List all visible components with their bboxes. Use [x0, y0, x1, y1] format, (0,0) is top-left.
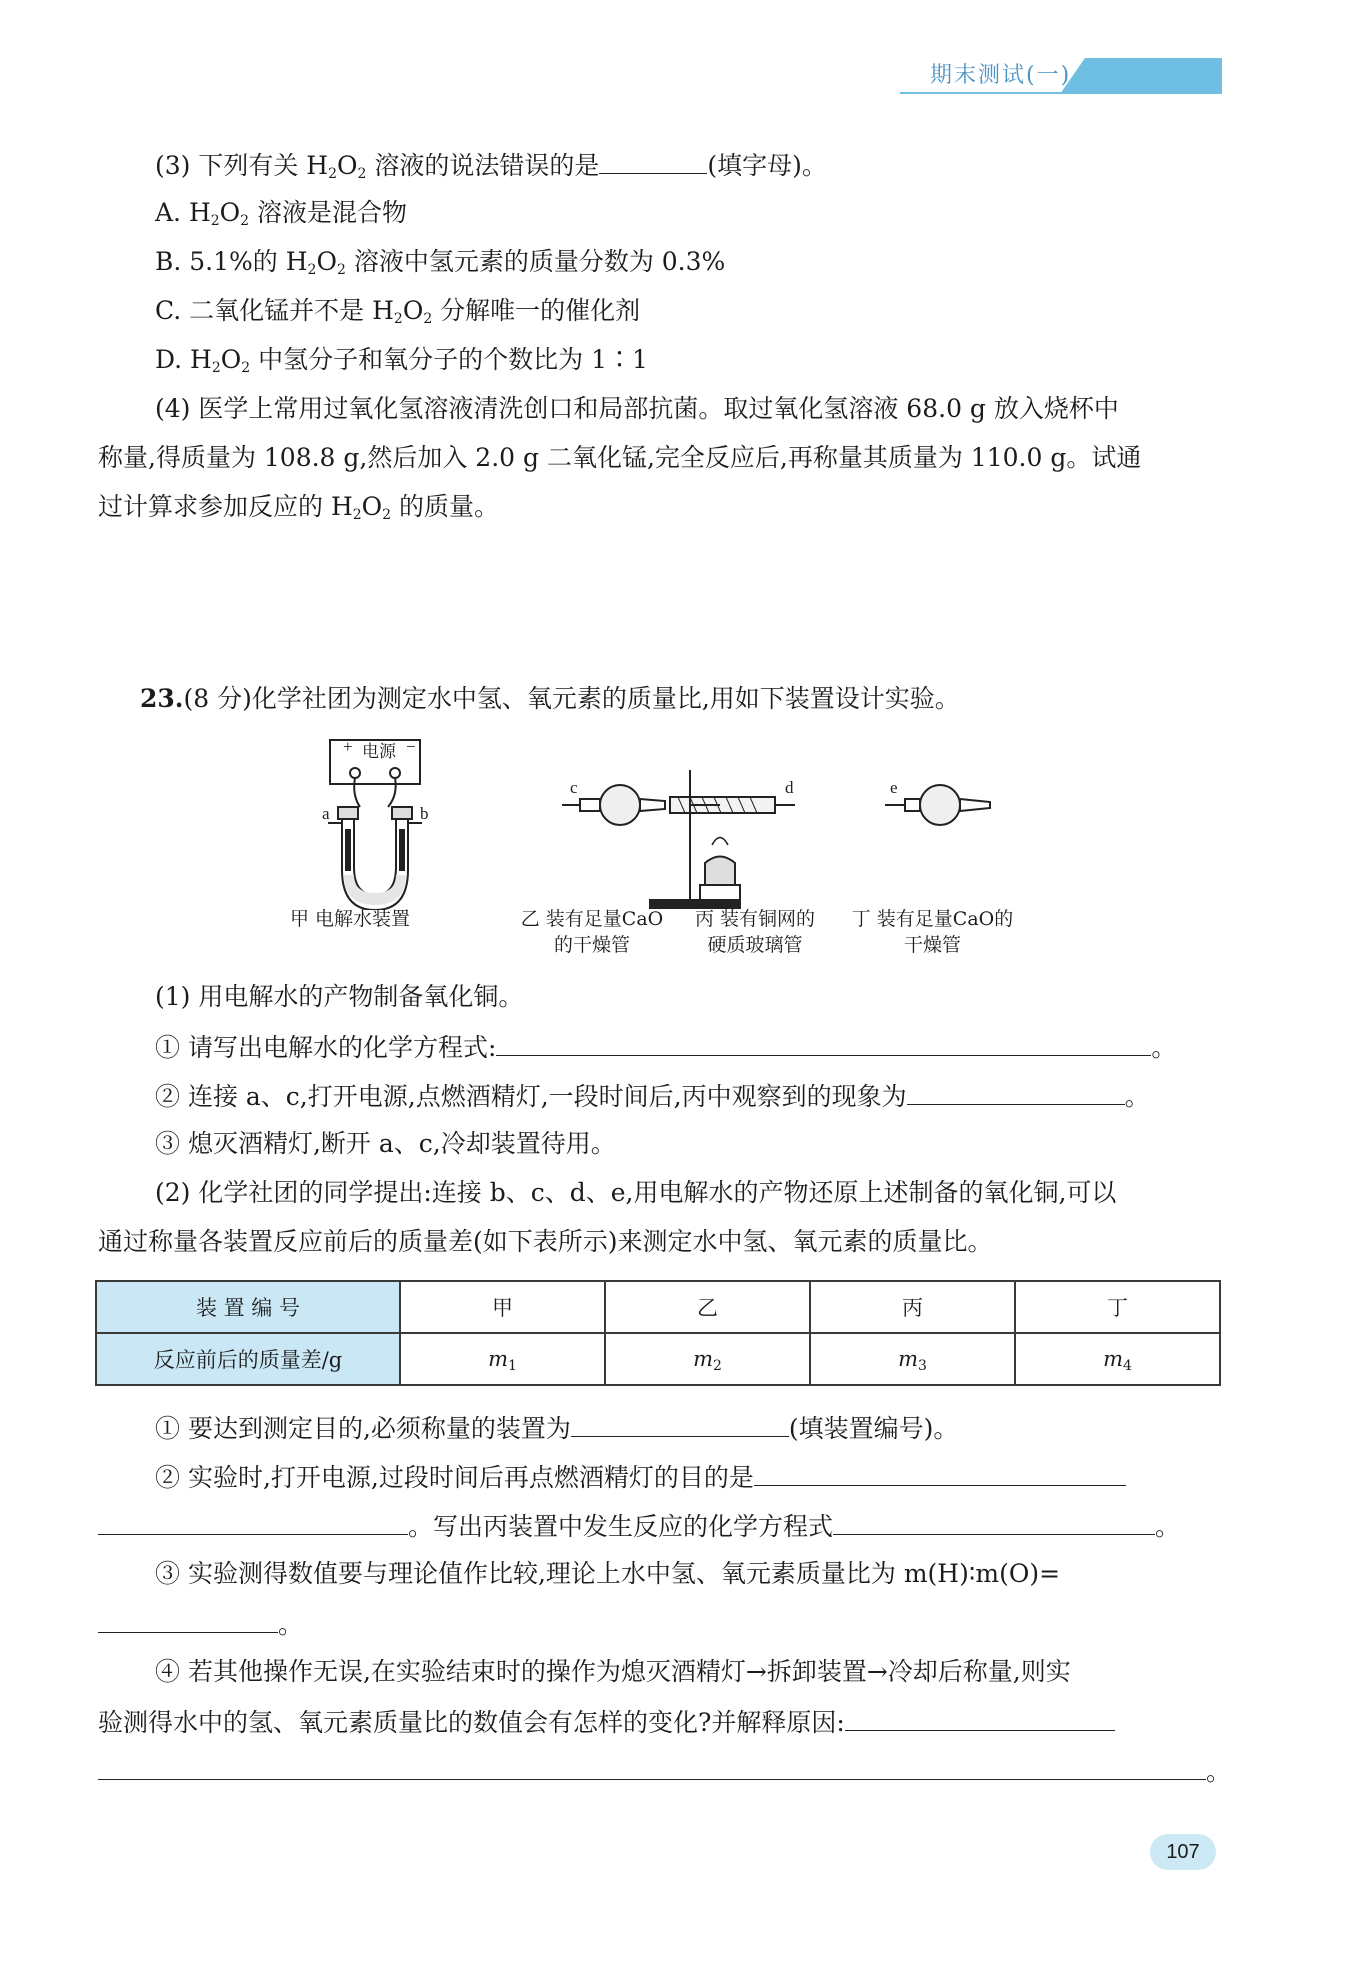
table-cell: $m_4$ [1015, 1333, 1220, 1385]
answer-blank[interactable] [98, 1606, 278, 1633]
q23-q2: ② 实验时,打开电源,过段时间后再点燃酒精灯的目的是 [155, 1459, 1126, 1495]
q23-p1-q3: ③ 熄灭酒精灯,断开 a、c,冷却装置待用。 [155, 1129, 616, 1158]
table-col: 丙 [810, 1281, 1015, 1333]
caption-jia: 甲 电解水装置 [290, 908, 411, 930]
minus-label: − [406, 737, 416, 756]
caption-bing: 丙 装有铜网的 硬质玻璃管 [694, 908, 816, 956]
q23-q2-cont: 。写出丙装置中发生反应的化学方程式 。 [98, 1508, 1180, 1544]
q23-q3-answer: 。 [98, 1606, 303, 1642]
label-d: d [785, 778, 794, 797]
table-col: 甲 [400, 1281, 605, 1333]
option-b: B. 5.1%的 $H_2O_2$ 溶液中氢元素的质量分数为 0.3% [155, 247, 726, 278]
q23-p1-q2: ② 连接 a、c,打开电源,点燃酒精灯,一段时间后,丙中观察到的现象为 。 [155, 1078, 1150, 1114]
glass-tube-bing [650, 770, 795, 908]
option-c: C. 二氧化锰并不是 $H_2O_2$ 分解唯一的催化剂 [155, 296, 641, 327]
label-e: e [890, 778, 898, 797]
label-b: b [420, 804, 429, 823]
table-cell: $m_3$ [810, 1333, 1015, 1385]
q23-q3: ③ 实验测得数值要与理论值作比较,理论上水中氢、氧元素质量比为 m(H)∶m(O)= [155, 1559, 1061, 1588]
answer-blank[interactable] [98, 1508, 408, 1535]
table-cell: $m_2$ [605, 1333, 810, 1385]
table-row [96, 1281, 1220, 1333]
plus-label: + [343, 737, 353, 756]
q22-part4-line2: 称量,得质量为 108.8 g,然后加入 2.0 g 二氧化锰,完全反应后,再称量其质量为 110.0 g。试通 [98, 443, 1142, 472]
page-number: 107 [1150, 1834, 1216, 1870]
caption-ding: 丁 装有足量CaO的 干燥管 [851, 908, 1014, 956]
q22-part4-line3: 过计算求参加反应的 $H_2O_2$ 的质量。 [98, 492, 500, 523]
q23-p2-line1: (2) 化学社团的同学提出:连接 b、c、d、e,用电解水的产物还原上述制备的氧化铜,可以 [155, 1178, 1117, 1207]
option-a: A. $H_2O_2$ 溶液是混合物 [155, 198, 408, 229]
answer-blank[interactable] [599, 147, 707, 174]
q23-stem: 23.(8 分)化学社团为测定水中氢、氧元素的质量比,用如下装置设计实验。 [140, 684, 960, 713]
apparatus-figure [280, 735, 1040, 910]
option-d: D. $H_2O_2$ 中氢分子和氧分子的个数比为 1∶1 [155, 345, 648, 376]
answer-blank[interactable] [833, 1508, 1155, 1535]
section-title: 期末测试(一) [930, 63, 1072, 88]
q23-q4-line2: 验测得水中的氢、氧元素质量比的数值会有怎样的变化?并解释原因: [98, 1704, 1115, 1740]
label-a: a [322, 804, 330, 823]
table-row-label: 反应前后的质量差/g [96, 1333, 400, 1385]
q22-part3-stem: (3) 下列有关 $H_2O_2$ 溶液的说法错误的是 (填字母)。 [155, 147, 827, 183]
answer-blank[interactable] [845, 1704, 1115, 1731]
table-col: 丁 [1015, 1281, 1220, 1333]
q23-q1: ① 要达到测定目的,必须称量的装置为 (填装置编号)。 [155, 1410, 958, 1446]
answer-blank[interactable] [571, 1410, 789, 1437]
drying-tube-ding [885, 785, 990, 825]
q23-p1-title: (1) 用电解水的产物制备氧化铜。 [155, 982, 524, 1011]
table-row [96, 1333, 1220, 1385]
table-col: 乙 [605, 1281, 810, 1333]
caption-yi: 乙 装有足量CaO 的干燥管 [520, 908, 664, 956]
table-cell: $m_1$ [400, 1333, 605, 1385]
q23-p2-line2: 通过称量各装置反应前后的质量差(如下表所示)来测定水中氢、氧元素的质量比。 [98, 1227, 993, 1256]
q23-p1-q1: ① 请写出电解水的化学方程式: 。 [155, 1029, 1176, 1065]
answer-blank[interactable] [907, 1078, 1125, 1105]
mass-difference-table [95, 1280, 1221, 1386]
label-c: c [570, 778, 578, 797]
table-header-label: 装 置 编 号 [96, 1281, 400, 1333]
q23-q4-line1: ④ 若其他操作无误,在实验结束时的操作为熄灭酒精灯→拆卸装置→冷却后称量,则实 [155, 1657, 1071, 1686]
answer-blank[interactable] [98, 1753, 1206, 1780]
answer-blank[interactable] [496, 1029, 1151, 1056]
answer-blank[interactable] [754, 1459, 1126, 1486]
q22-part4-line1: (4) 医学上常用过氧化氢溶液清洗创口和局部抗菌。取过氧化氢溶液 68.0 g 放入烧杯中 [155, 394, 1119, 423]
power-label: 电源 [362, 742, 396, 761]
q23-q4-answer: 。 [98, 1753, 1231, 1789]
electrolysis-apparatus [328, 740, 422, 910]
